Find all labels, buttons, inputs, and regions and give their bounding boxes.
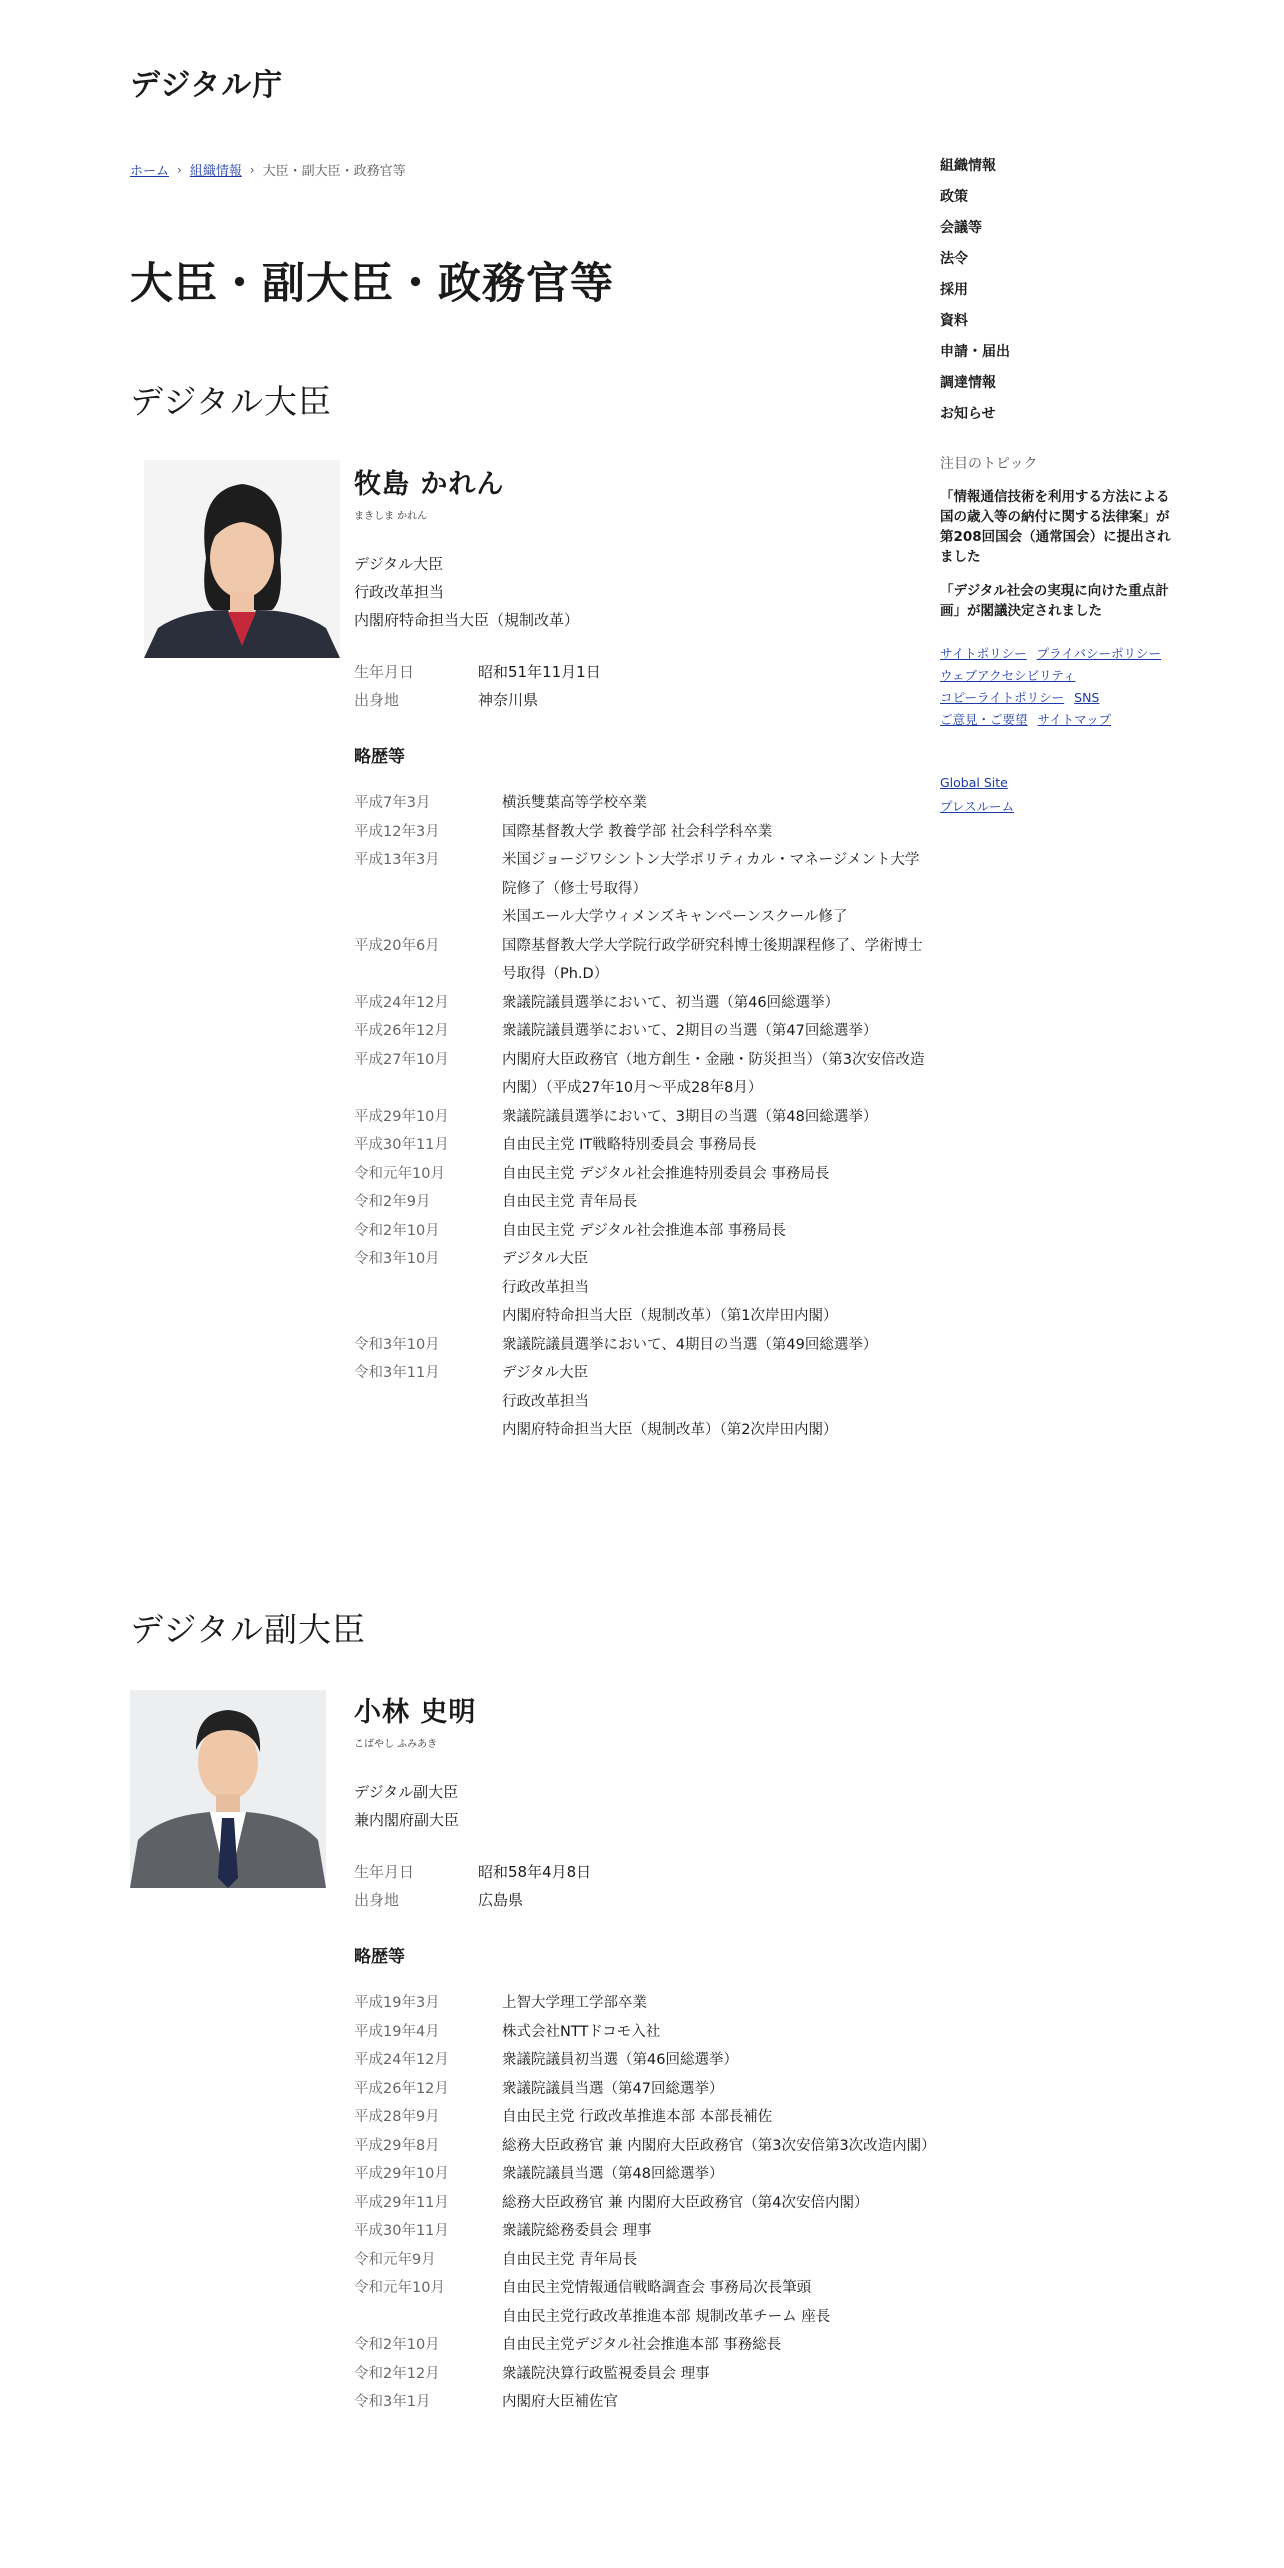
section-title-vice: デジタル副大臣 (130, 1610, 367, 1649)
career-text-line: 衆議院議員選挙において、2期目の当選（第47回総選挙） (502, 1023, 878, 1039)
career-date: 平成19年4月 (354, 2023, 440, 2040)
career-text-line: 自由民主党 IT戦略特別委員会 事務局長 (502, 1137, 757, 1153)
career-row (354, 1359, 930, 1445)
minister-facts (354, 658, 930, 714)
career-text-line: 衆議院議員初当選（第46回総選挙） (502, 2052, 738, 2068)
role-line: デジタル副大臣 (354, 1783, 459, 1801)
career-text-line: デジタル大臣 (502, 1365, 589, 1381)
career-date: 令和3年10月 (354, 1336, 440, 1353)
career-text (502, 1017, 930, 1046)
global-links (940, 771, 1180, 819)
footer-link[interactable]: ご意見・ご要望 (940, 712, 1028, 727)
career-row (354, 932, 930, 989)
career-row (354, 1188, 930, 1217)
career-row (354, 989, 930, 1018)
origin-value: 神奈川県 (478, 691, 539, 709)
career-date: 平成30年11月 (354, 1137, 449, 1153)
breadcrumb-org-link[interactable]: 組織情報 (189, 164, 242, 179)
origin-label: 出身地 (354, 691, 400, 709)
career-text (502, 2046, 930, 2075)
birth-label: 生年月日 (354, 1863, 415, 1881)
career-date: 平成24年12月 (354, 994, 449, 1011)
career-text (502, 2018, 930, 2047)
career-text-line: 内閣府特命担当大臣（規制改革）（第2次岸田内閣） (502, 1422, 838, 1438)
vice-facts (354, 1858, 930, 1914)
career-text-line: 自由民主党 デジタル社会推進本部 事務局長 (502, 1222, 786, 1239)
birth-value: 昭和58年4月8日 (478, 1863, 592, 1881)
career-date: 平成29年11月 (354, 2194, 449, 2211)
career-row (354, 789, 930, 818)
breadcrumb (130, 160, 406, 179)
career-date: 令和2年9月 (354, 1194, 431, 1210)
career-text (502, 2331, 930, 2360)
career-text-line: 米国ジョージワシントン大学ポリティカル・マネージメント大学院修了（修士号取得） (502, 852, 920, 897)
topic-link[interactable]: 「情報通信技術を利用する方法による国の歳入等の納付に関する法律案」が第208回国会（通常国会）に提出されました (940, 489, 1171, 565)
career-row (354, 2388, 930, 2417)
career-text-line: 国際基督教大学 教養学部 社会科学科卒業 (502, 823, 773, 840)
career-text (502, 1245, 930, 1331)
career-text (502, 2388, 930, 2417)
career-date: 平成26年12月 (354, 1023, 449, 1039)
career-date: 令和元年10月 (354, 1165, 445, 1182)
chevron-right-icon: › (249, 162, 255, 177)
chevron-right-icon: › (177, 162, 182, 177)
career-text (502, 2360, 930, 2389)
career-text-line: 自由民主党デジタル社会推進本部 事務総長 (502, 2337, 782, 2353)
origin-label: 出身地 (354, 1891, 400, 1909)
career-date: 平成28年9月 (354, 2109, 440, 2125)
career-date: 令和3年11月 (354, 1365, 440, 1381)
role-line: 内閣府特命担当大臣（規制改革） (354, 611, 580, 629)
career-text-line: 衆議院議員選挙において、初当選（第46回総選挙） (502, 994, 840, 1011)
career-text (502, 818, 930, 847)
global-link[interactable]: Global Site (940, 775, 1008, 790)
footer-link[interactable]: プライバシーポリシー (1036, 646, 1162, 661)
sidebar-nav-item[interactable]: 採用 (940, 282, 968, 298)
role-line: 兼内閣府副大臣 (354, 1811, 460, 1829)
career-text-line: 衆議院議員当選（第47回総選挙） (502, 2080, 724, 2097)
career-row (354, 2046, 930, 2075)
career-heading: 略歴等 (354, 1947, 405, 1967)
topic-link[interactable]: 「デジタル社会の実現に向けた重点計画」が閣議決定されました (940, 583, 1169, 619)
career-text-line: 内閣府大臣補佐官 (502, 2394, 618, 2410)
career-row (354, 1331, 930, 1360)
career-text (502, 846, 930, 932)
career-text-line: 衆議院総務委員会 理事 (502, 2223, 652, 2239)
career-text-line: 自由民主党 行政改革推進本部 本部長補佐 (502, 2109, 773, 2125)
career-date: 平成26年12月 (354, 2080, 449, 2097)
footer-link[interactable]: コピーライトポリシー (940, 690, 1065, 705)
sidebar-nav-item[interactable]: お知らせ (940, 406, 996, 422)
career-text (502, 1331, 930, 1360)
sidebar (940, 154, 1180, 819)
topics-list (940, 487, 1180, 621)
career-text-line: 総務大臣政務官 兼 内閣府大臣政務官（第3次安倍第3次改造内閣） (502, 2137, 936, 2154)
career-text (502, 1359, 930, 1445)
sidebar-nav-item[interactable]: 調達情報 (940, 375, 996, 391)
career-row (354, 2075, 930, 2104)
career-text (502, 1989, 930, 2018)
career-row (354, 2217, 930, 2246)
career-text-line: デジタル大臣 (502, 1251, 589, 1267)
footer-link[interactable]: サイトポリシー (940, 646, 1027, 661)
career-text-line: 自由民主党行政改革推進本部 規制改革チーム 座長 (502, 2308, 831, 2325)
career-text (502, 989, 930, 1018)
career-text-line: 内閣府大臣政務官（地方創生・金融・防災担当）（第3次安倍改造内閣）（平成27年10月～平成28年8月） (502, 1051, 925, 1096)
breadcrumb-home-link[interactable]: ホーム (130, 164, 170, 179)
sidebar-nav-item[interactable]: 法令 (940, 251, 968, 267)
sidebar-nav-item[interactable]: 申請・届出 (940, 344, 1010, 360)
footer-link[interactable]: サイトマップ (1037, 712, 1112, 727)
career-text-line: 米国エール大学ウィメンズキャンペーンスクール修了 (502, 909, 848, 925)
career-row (354, 2189, 930, 2218)
career-row (354, 1046, 930, 1103)
career-date: 平成19年3月 (354, 1995, 440, 2011)
sidebar-nav-item[interactable]: 政策 (940, 189, 968, 205)
career-row (354, 1989, 930, 2018)
career-text (502, 789, 930, 818)
career-date: 平成27年10月 (354, 1051, 449, 1068)
footer-link[interactable]: SNS (1074, 690, 1100, 705)
career-row (354, 2274, 930, 2331)
career-text-line: 国際基督教大学大学院行政学研究科博士後期課程修了、学術博士号取得（Ph.D） (502, 937, 923, 982)
career-text-line: 総務大臣政務官 兼 内閣府大臣政務官（第4次安倍内閣） (502, 2194, 869, 2211)
career-text-line: 衆議院議員選挙において、3期目の当選（第48回総選挙） (502, 1108, 878, 1125)
vice-profile (354, 1690, 936, 2417)
career-row (354, 1160, 930, 1189)
career-date: 令和元年9月 (354, 2251, 436, 2268)
vice-name: 小林 史明 (354, 1697, 477, 1728)
sidebar-nav-item[interactable]: 会議等 (940, 220, 982, 236)
minister-reading: まきしま かれん (354, 511, 428, 522)
career-text-line: 衆議院決算行政監視委員会 理事 (502, 2365, 710, 2382)
career-row (354, 1131, 930, 1160)
origin-value: 広島県 (478, 1891, 524, 1909)
career-date: 平成29年10月 (354, 2166, 449, 2182)
career-row (354, 846, 930, 932)
vice-career (354, 1989, 936, 2417)
page-title: 大臣・副大臣・政務官等 (130, 259, 614, 309)
career-date: 令和2年10月 (354, 2337, 440, 2353)
career-row (354, 1217, 930, 1246)
footer-links (940, 643, 1180, 731)
vice-roles (354, 1778, 930, 1834)
career-row (354, 2160, 930, 2189)
career-text (502, 1160, 930, 1189)
birth-value: 昭和51年11月1日 (478, 663, 601, 681)
sidebar-nav-item[interactable]: 組織情報 (940, 158, 996, 174)
career-text-line: 内閣府特命担当大臣（規制改革）（第1次岸田内閣） (502, 1308, 838, 1324)
career-date: 平成7年3月 (354, 795, 431, 811)
career-date: 令和元年10月 (354, 2280, 445, 2296)
career-date: 平成13年3月 (354, 852, 440, 868)
career-text (502, 2160, 930, 2189)
career-row (354, 2103, 930, 2132)
minister-name: 牧島 かれん (354, 469, 505, 500)
career-row (354, 2360, 930, 2389)
career-text-line: 行政改革担当 (502, 1279, 589, 1296)
minister-career (354, 789, 930, 1445)
career-text (502, 2075, 930, 2104)
sidebar-nav-item[interactable]: 資料 (940, 313, 968, 329)
career-date: 令和3年10月 (354, 1251, 440, 1267)
career-row (354, 818, 930, 847)
birth-label: 生年月日 (354, 663, 415, 681)
career-date: 平成30年11月 (354, 2223, 449, 2239)
career-row (354, 2018, 930, 2047)
footer-link[interactable]: ウェブアクセシビリティ (940, 668, 1076, 683)
career-text (502, 2103, 930, 2132)
career-text (502, 1188, 930, 1217)
minister-profile (354, 462, 930, 1445)
career-text (502, 1131, 930, 1160)
career-text-line: 衆議院議員選挙において、4期目の当選（第49回総選挙） (502, 1336, 878, 1353)
career-row (354, 2132, 936, 2161)
breadcrumb-current: 大臣・副大臣・政務官等 (262, 164, 406, 179)
career-text (502, 2246, 930, 2275)
career-text-line: 自由民主党情報通信戦略調査会 事務局次長筆頭 (502, 2280, 812, 2296)
career-text (502, 1217, 930, 1246)
career-row (354, 1017, 930, 1046)
career-text (502, 932, 930, 989)
career-date: 令和2年12月 (354, 2365, 440, 2382)
career-text (502, 1046, 930, 1103)
career-text (502, 1103, 930, 1132)
minister-photo (144, 460, 340, 658)
career-heading: 略歴等 (354, 747, 405, 767)
career-text-line: 横浜雙葉高等学校卒業 (502, 795, 647, 811)
career-text-line: 自由民主党 青年局長 (502, 2251, 638, 2268)
career-row (354, 1245, 930, 1331)
vice-reading: こばやし ふみあき (354, 1739, 438, 1750)
career-date: 平成29年8月 (354, 2137, 440, 2154)
career-text-line: 行政改革担当 (502, 1393, 589, 1410)
career-text-line: 自由民主党 デジタル社会推進特別委員会 事務局長 (502, 1165, 830, 1182)
career-date: 平成12年3月 (354, 823, 440, 840)
site-logo[interactable]: デジタル庁 (130, 68, 284, 103)
section-title-minister: デジタル大臣 (130, 382, 333, 421)
sidebar-nav (940, 154, 1180, 433)
career-row (354, 2331, 930, 2360)
global-link[interactable]: プレスルーム (940, 799, 1015, 814)
career-date: 令和3年1月 (354, 2394, 431, 2410)
career-row (354, 1103, 930, 1132)
vice-photo (130, 1690, 326, 1888)
career-date: 平成24年12月 (354, 2052, 449, 2068)
career-date: 平成29年10月 (354, 1108, 449, 1125)
career-text-line: 衆議院議員当選（第48回総選挙） (502, 2166, 724, 2182)
career-text (502, 2274, 930, 2331)
career-text-line: 自由民主党 青年局長 (502, 1194, 638, 1210)
career-text-line: 株式会社NTTドコモ入社 (502, 2023, 661, 2040)
topics-heading: 注目のトピック (940, 456, 1038, 472)
career-text (502, 2132, 936, 2161)
career-text (502, 2189, 930, 2218)
career-date: 令和2年10月 (354, 1222, 440, 1239)
role-line: デジタル大臣 (354, 555, 444, 573)
career-row (354, 2246, 930, 2275)
career-date: 平成20年6月 (354, 937, 440, 954)
career-text (502, 2217, 930, 2246)
role-line: 行政改革担当 (354, 583, 445, 601)
career-text-line: 上智大学理工学部卒業 (502, 1995, 647, 2011)
minister-roles (354, 550, 930, 634)
